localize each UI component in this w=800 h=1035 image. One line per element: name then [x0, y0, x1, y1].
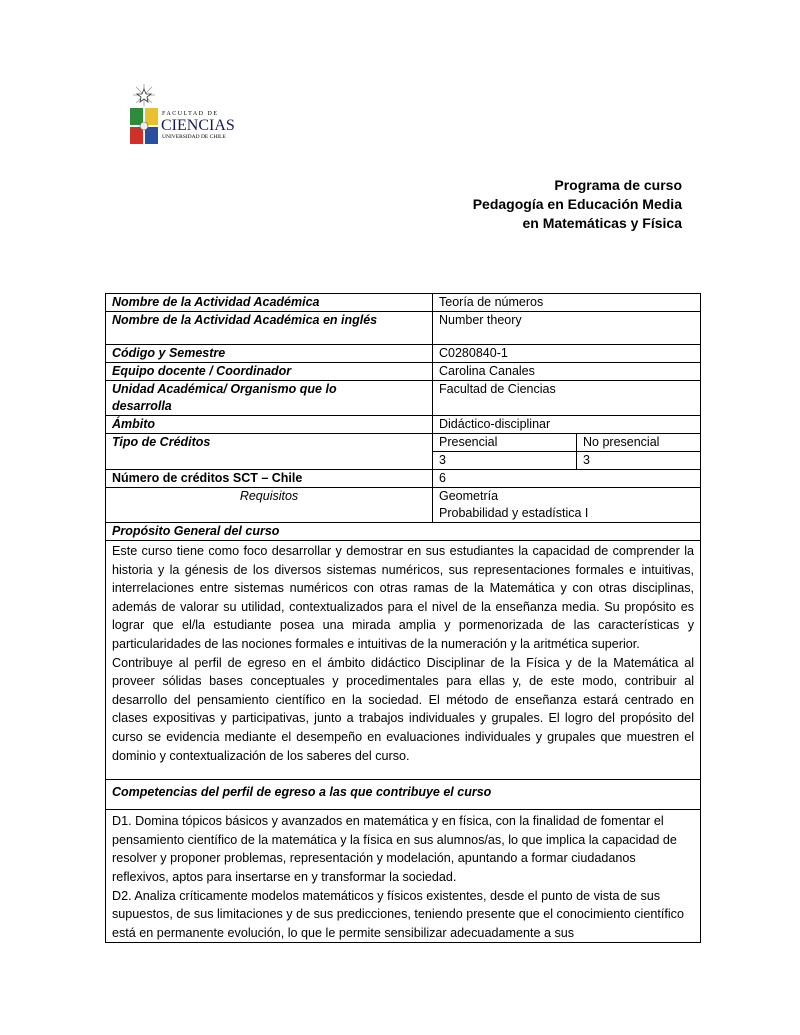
- value-ambito: Didáctico-disciplinar: [433, 416, 701, 434]
- proposito-text: [106, 541, 701, 780]
- value-sct: 6: [433, 470, 701, 488]
- competencias-text: [106, 810, 701, 943]
- value-nombre: Teoría de números: [433, 294, 701, 312]
- label-no-presencial: No presencial: [577, 434, 701, 452]
- label-codigo: Código y Semestre: [106, 345, 433, 363]
- document-title: [473, 176, 682, 233]
- value-requisitos: [433, 488, 701, 523]
- logo-text-ciencias: CIENCIAS: [161, 117, 235, 134]
- label-equipo: Equipo docente / Coordinador: [106, 363, 433, 381]
- requisito: Probabilidad y estadística I: [439, 506, 589, 520]
- course-info-table: [105, 293, 701, 943]
- value-no-presencial: 3: [577, 452, 701, 470]
- label-tipo-creditos: Tipo de Créditos: [106, 434, 433, 470]
- label-unidad: Unidad Académica/ Organismo que lo desarrolla: [106, 381, 433, 416]
- proposito-paragraph: Este curso tiene como foco desarrollar y demostrar en sus estudiantes la capacidad de comprender la historia y la génesis de los diversos sistemas numéricos, sus representaciones formales e intuitivas, interrelaciones entre sistemas numéricos con otras ramas de la Matemática y con otras disciplinas, además de valorar su utilidad, contextualizados para el nivel de la enseñanza media. Su propósito es lograr que el/la estudiante posea una mirada amplia y pormenorizada de las características y particularidades de las nociones formales e intuitivas de la numeración y la aritmética superior.: [112, 544, 694, 651]
- title-line: Programa de curso: [554, 177, 682, 193]
- logo-text-facultad: FACULTAD DE: [162, 111, 219, 117]
- proposito-heading: Propósito General del curso: [106, 523, 701, 541]
- value-equipo: Carolina Canales: [433, 363, 701, 381]
- title-line: en Matemáticas y Física: [522, 215, 682, 231]
- faculty-logo: [128, 84, 238, 154]
- label-requisitos: Requisitos: [106, 488, 433, 523]
- value-codigo: C0280840-1: [433, 345, 701, 363]
- value-ingles: Number theory: [433, 312, 701, 345]
- label-ingles: Nombre de la Actividad Académica en inglés: [106, 312, 433, 345]
- value-presencial: 3: [433, 452, 577, 470]
- value-unidad: Facultad de Ciencias: [433, 381, 701, 416]
- university-shield-icon: [128, 84, 160, 154]
- competencias-heading: Competencias del perfil de egreso a las que contribuye el curso: [106, 780, 701, 810]
- logo-text-universidad: UNIVERSIDAD DE CHILE: [162, 134, 226, 140]
- competencia-d2: D2. Analiza críticamente modelos matemáticos y físicos existentes, desde el punto de vista de sus supuestos, de sus limitaciones y de sus predicciones, teniendo presente que el conocimiento científico está en permanente evolución, lo que le permite sensibilizar adecuadamente a sus: [112, 888, 684, 940]
- label-ambito: Ámbito: [106, 416, 433, 434]
- title-line: Pedagogía en Educación Media: [472, 196, 682, 212]
- label-sct: Número de créditos SCT – Chile: [106, 470, 433, 488]
- label-presencial: Presencial: [433, 434, 577, 452]
- competencia-d1: D1. Domina tópicos básicos y avanzados en matemática y en física, con la finalidad de fomentar el pensamiento científico de la matemática y la física en sus alumnos/as, lo que implica la capacidad de resolver y proponer problemas, representación y modelación, apuntando a formar ciudadanos reflexivos, aptos para insertarse en y transformar la sociedad.: [112, 814, 677, 884]
- label-nombre: Nombre de la Actividad Académica: [106, 294, 433, 312]
- requisito: Geometría: [439, 489, 499, 503]
- proposito-paragraph: Contribuye al perfil de egreso en el ámbito didáctico Disciplinar de la Física y de la Matemática al proveer sólidas bases conceptuales y procedimentales para ellas y, de este modo, contribuir al desarrollo del pensamiento científico en la sociedad. El método de enseñanza estará centrado en clases expositivas y participativas, junto a trabajos individuales y grupales. El logro del propósito del curso se evidencia mediante el desempeño en evaluaciones individuales y grupales que muestren el dominio y contextualización de los saberes del curso.: [112, 655, 694, 763]
